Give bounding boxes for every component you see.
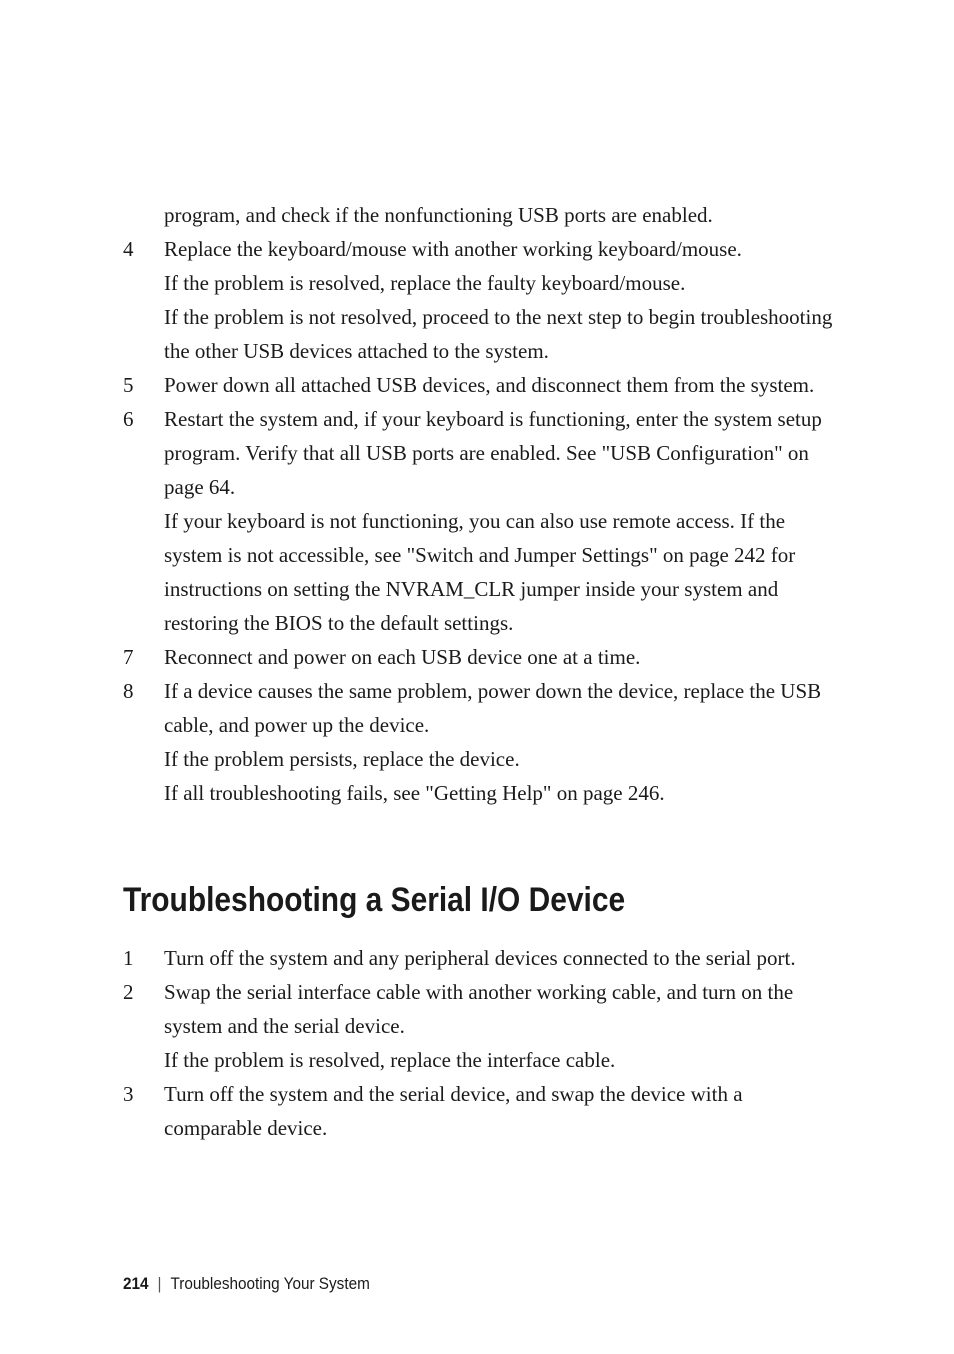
step-item xyxy=(0,368,954,402)
paragraph: Swap the serial interface cable with another working cable, and turn on the system and the serial device. xyxy=(164,980,794,1038)
step-number: 3 xyxy=(123,1082,134,1106)
step-number: 4 xyxy=(123,237,134,261)
chapter-title: Troubleshooting Your System xyxy=(170,1274,370,1293)
paragraph: program, and check if the nonfunctioning USB ports are enabled. xyxy=(164,203,713,227)
paragraph: Replace the keyboard/mouse with another working keyboard/mouse. xyxy=(164,237,742,261)
paragraph: Turn off the system and any peripheral devices connected to the serial port. xyxy=(164,946,796,970)
step-number: 7 xyxy=(123,645,134,669)
paragraph: Reconnect and power on each USB device one at a time. xyxy=(164,645,641,669)
footer-separator: | xyxy=(157,1274,162,1293)
step-item xyxy=(0,1077,954,1145)
paragraph: If a device causes the same problem, power down the device, replace the USB cable, and power up the device. xyxy=(164,679,822,737)
continuation-paragraph xyxy=(0,198,954,232)
step-number: 5 xyxy=(123,373,134,397)
paragraph: If the problem is not resolved, proceed to the next step to begin troubleshooting the other USB devices attached to the system. xyxy=(164,305,833,363)
serial-troubleshooting-steps xyxy=(0,941,954,1145)
step-number: 8 xyxy=(123,679,134,703)
paragraph: If the problem persists, replace the device. xyxy=(164,747,520,771)
page-number: 214 xyxy=(123,1274,149,1293)
paragraph: Turn off the system and the serial device, and swap the device with a comparable device. xyxy=(164,1082,743,1140)
usb-troubleshooting-steps xyxy=(0,198,954,810)
paragraph: If the problem is resolved, replace the faulty keyboard/mouse. xyxy=(164,271,686,295)
step-item xyxy=(0,674,954,810)
step-item xyxy=(0,941,954,975)
paragraph: If your keyboard is not functioning, you can also use remote access. If the system is not accessible, see "Switch and Jumper Settings" on page 242 for instructions on setting the NVRAM_CLR jumper inside your system and restoring the BIOS to the default settings. xyxy=(164,509,796,635)
paragraph: Restart the system and, if your keyboard is functioning, enter the system setup program. Verify that all USB ports are enabled. See "USB Configuration" on page 64. xyxy=(164,407,822,499)
paragraph: If the problem is resolved, replace the interface cable. xyxy=(164,1048,616,1072)
step-item xyxy=(0,640,954,674)
paragraph: If all troubleshooting fails, see "Getting Help" on page 246. xyxy=(164,781,665,805)
step-number: 1 xyxy=(123,946,134,970)
step-item xyxy=(0,232,954,368)
paragraph: Power down all attached USB devices, and disconnect them from the system. xyxy=(164,373,815,397)
page-footer xyxy=(123,1272,370,1296)
step-number: 2 xyxy=(123,980,134,1004)
section-heading: Troubleshooting a Serial I/O Device xyxy=(123,881,626,919)
step-item xyxy=(0,402,954,640)
step-number: 6 xyxy=(123,407,134,431)
step-item xyxy=(0,975,954,1077)
